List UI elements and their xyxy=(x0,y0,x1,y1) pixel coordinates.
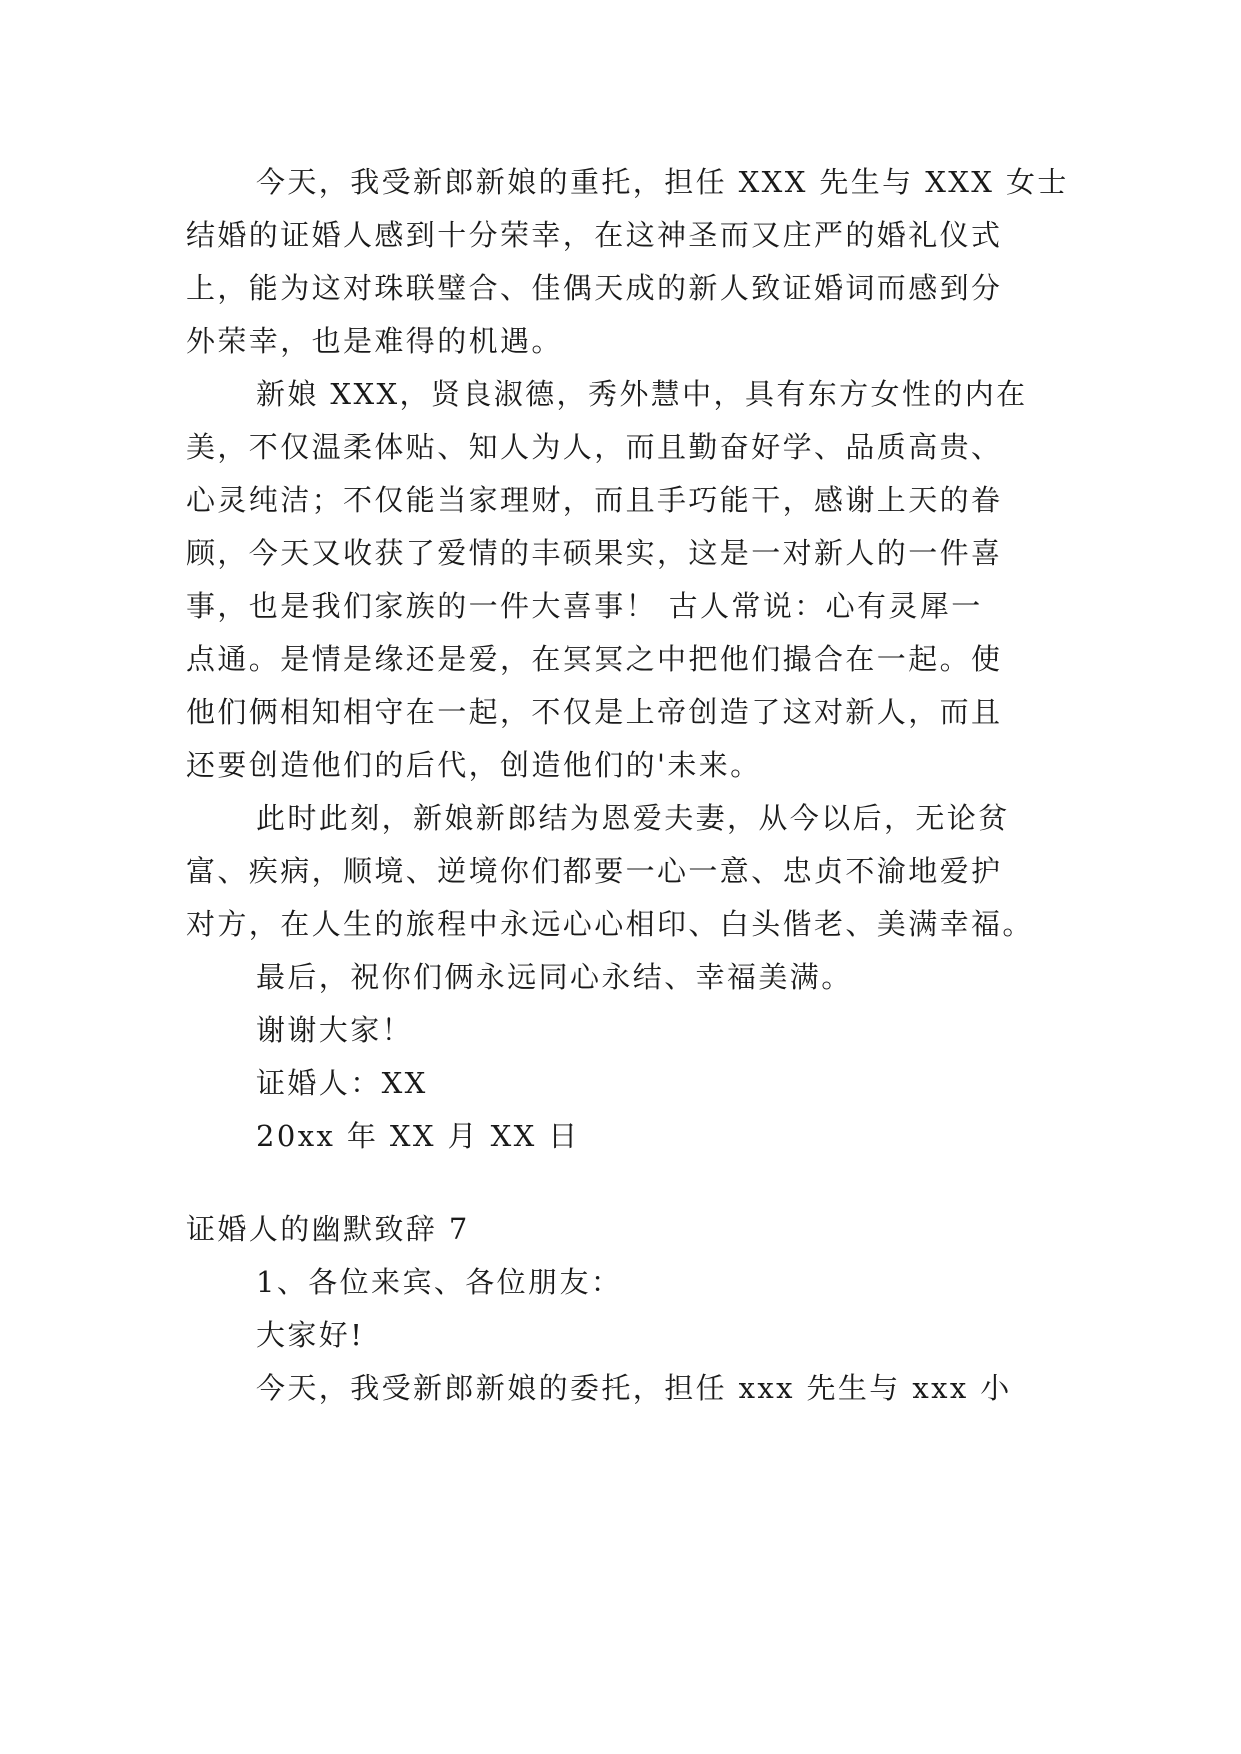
thanks-line: 谢谢大家！ xyxy=(256,1013,414,1047)
greeting-line: 1、各位来宾、各位朋友： xyxy=(256,1265,623,1299)
paragraph-1-line-3: 上，能为这对珠联璧合、佳偶天成的新人致证婚词而感到分 xyxy=(186,271,1003,305)
paragraph-2-line-6: 点通。是情是缘还是爱，在冥冥之中把他们撮合在一起。使 xyxy=(186,642,1003,676)
paragraph-1-line-1: 今天，我受新郎新娘的重托，担任 XXX 先生与 XXX 女士 xyxy=(256,165,1069,199)
paragraph-2-line-5: 事，也是我们家族的一件大喜事！ 古人常说：心有灵犀一 xyxy=(186,589,983,623)
paragraph-2-line-2: 美，不仅温柔体贴、知人为人，而且勤奋好学、品质高贵、 xyxy=(186,430,1003,464)
paragraph-1-line-4: 外荣幸，也是难得的机遇。 xyxy=(186,324,563,358)
paragraph-3-line-2: 富、疾病，顺境、逆境你们都要一心一意、忠贞不渝地爱护 xyxy=(186,854,1003,888)
paragraph-2-line-1: 新娘 XXX，贤良淑德，秀外慧中，具有东方女性的内在 xyxy=(256,377,1028,411)
paragraph-2-line-3: 心灵纯洁；不仅能当家理财，而且手巧能干，感谢上天的眷 xyxy=(186,483,1003,517)
closing-wish: 最后，祝你们俩永远同心永结、幸福美满。 xyxy=(256,960,853,994)
date-line: 20xx 年 XX 月 XX 日 xyxy=(256,1119,580,1153)
paragraph-1-line-2: 结婚的证婚人感到十分荣幸，在这神圣而又庄严的婚礼仪式 xyxy=(186,218,1003,252)
paragraph-2-line-8: 还要创造他们的后代，创造他们的'未来。 xyxy=(186,748,762,782)
witness-signature-line: 证婚人：XX xyxy=(256,1066,428,1100)
section-heading: 证婚人的幽默致辞 7 xyxy=(186,1212,470,1246)
hello-line: 大家好! xyxy=(256,1318,365,1352)
paragraph-3-line-3: 对方，在人生的旅程中永远心心相印、白头偕老、美满幸福。 xyxy=(186,907,1034,941)
paragraph-4-line-1: 今天，我受新郎新娘的委托，担任 xxx 先生与 xxx 小 xyxy=(256,1371,1012,1405)
paragraph-2-line-4: 顾，今天又收获了爱情的丰硕果实，这是一对新人的一件喜 xyxy=(186,536,1003,570)
paragraph-3-line-1: 此时此刻，新娘新郎结为恩爱夫妻，从今以后，无论贫 xyxy=(256,801,1010,835)
paragraph-2-line-7: 他们俩相知相守在一起，不仅是上帝创造了这对新人，而且 xyxy=(186,695,1003,729)
